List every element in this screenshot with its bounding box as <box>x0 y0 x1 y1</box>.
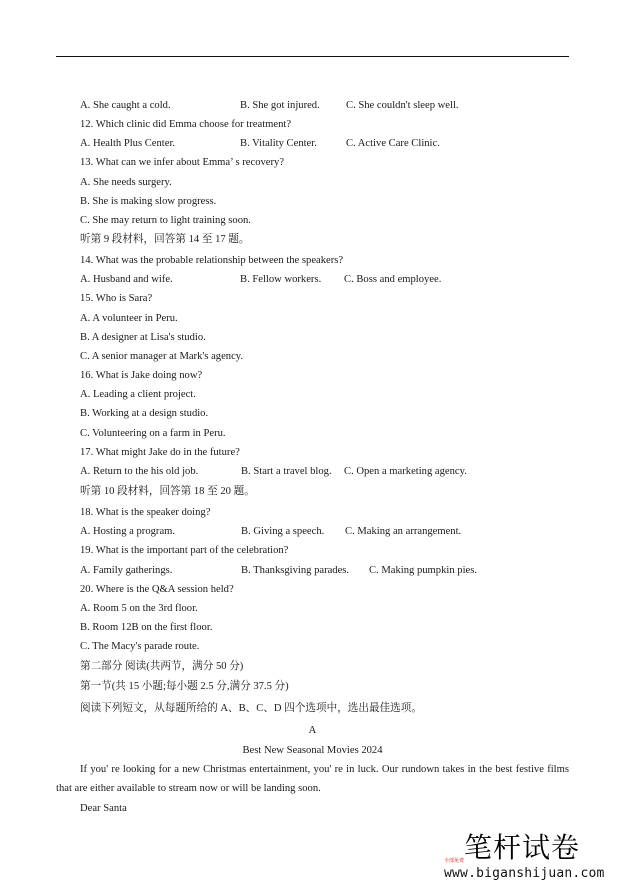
q12-option-a: A. Health Plus Center. <box>80 138 176 149</box>
watermark-free-tag: 全部免费 <box>444 858 465 864</box>
q13-option-c: C. She may return to light training soon. <box>80 215 251 226</box>
section1-heading: 第一节(共 15 小题;每小题 2.5 分,满分 37.5 分) <box>80 681 289 692</box>
q20-option-c: C. The Macy's parade route. <box>80 641 200 652</box>
q17-option-c: C. Open a marketing agency. <box>344 466 467 477</box>
section-10-instruction: 听第 10 段材料，回答第 18 至 20 题。 <box>80 486 255 497</box>
q15-option-a: A. A volunteer in Peru. <box>80 313 178 324</box>
q12-option-c: C. Active Care Clinic. <box>346 138 440 149</box>
q15-option-c: C. A senior manager at Mark's agency. <box>80 351 244 362</box>
part2-heading: 第二部分 阅读(共两节，满分 50 分) <box>80 661 244 672</box>
q20-stem: 20. Where is the Q&A session held? <box>80 584 234 595</box>
q16-option-c: C. Volunteering on a farm in Peru. <box>80 428 226 439</box>
section-9-instruction: 听第 9 段材料，回答第 14 至 17 题。 <box>80 234 250 245</box>
q20-option-b: B. Room 12B on the first floor. <box>80 622 213 633</box>
q13-option-a: A. She needs surgery. <box>80 177 172 188</box>
q19-option-b: B. Thanksgiving parades. <box>241 565 350 576</box>
q18-option-a: A. Hosting a program. <box>80 526 176 537</box>
q16-option-b: B. Working at a design studio. <box>80 408 209 419</box>
q11-option-b: B. She got injured. <box>240 100 320 111</box>
q17-option-a: A. Return to the his old job. <box>80 466 199 477</box>
q18-option-b: B. Giving a speech. <box>241 526 325 537</box>
q14-option-b: B. Fellow workers. <box>240 274 322 285</box>
q12-stem: 12. Which clinic did Emma choose for treatment? <box>80 119 292 130</box>
q16-stem: 16. What is Jake doing now? <box>80 370 203 381</box>
q14-option-c: C. Boss and employee. <box>344 274 442 285</box>
q17-stem: 17. What might Jake do in the future? <box>80 447 240 458</box>
q15-option-b: B. A designer at Lisa's studio. <box>80 332 206 343</box>
watermark-logo-text: 笔杆试卷 <box>464 831 581 864</box>
q19-stem: 19. What is the important part of the celebration? <box>80 545 289 556</box>
q14-stem: 14. What was the probable relationship between the speakers? <box>80 255 344 266</box>
q19-option-a: A. Family gatherings. <box>80 565 173 576</box>
header-rule <box>56 56 569 57</box>
q20-option-a: A. Room 5 on the 3rd floor. <box>80 603 198 614</box>
q13-stem: 13. What can we infer about Emma’ s recovery? <box>80 157 285 168</box>
q19-option-c: C. Making pumpkin pies. <box>369 565 477 576</box>
watermark-url: www.biganshijuan.com <box>444 866 605 881</box>
passage-label: A <box>308 725 317 736</box>
q14-option-a: A. Husband and wife. <box>80 274 173 285</box>
q17-option-b: B. Start a travel blog. <box>241 466 332 477</box>
passage-title: Best New Seasonal Movies 2024 <box>242 745 383 756</box>
q11-option-a: A. She caught a cold. <box>80 100 171 111</box>
q11-option-c: C. She couldn't sleep well. <box>346 100 459 111</box>
q13-option-b: B. She is making slow progress. <box>80 196 217 207</box>
q18-stem: 18. What is the speaker doing? <box>80 507 211 518</box>
q12-option-b: B. Vitality Center. <box>240 138 317 149</box>
q18-option-c: C. Making an arrangement. <box>345 526 462 537</box>
passage-subheading: Dear Santa <box>80 803 127 814</box>
passage-paragraph: If you' re looking for a new Christmas entertainment, you' re in luck. Our rundown takes in the best festive films that are either available to stream now or will be landing soon. <box>56 764 569 794</box>
q15-stem: 15. Who is Sara? <box>80 293 153 304</box>
reading-instruction: 阅读下列短文，从每题所给的 A、B、C、D 四个选项中，选出最佳选项。 <box>80 703 422 714</box>
q16-option-a: A. Leading a client project. <box>80 389 196 400</box>
